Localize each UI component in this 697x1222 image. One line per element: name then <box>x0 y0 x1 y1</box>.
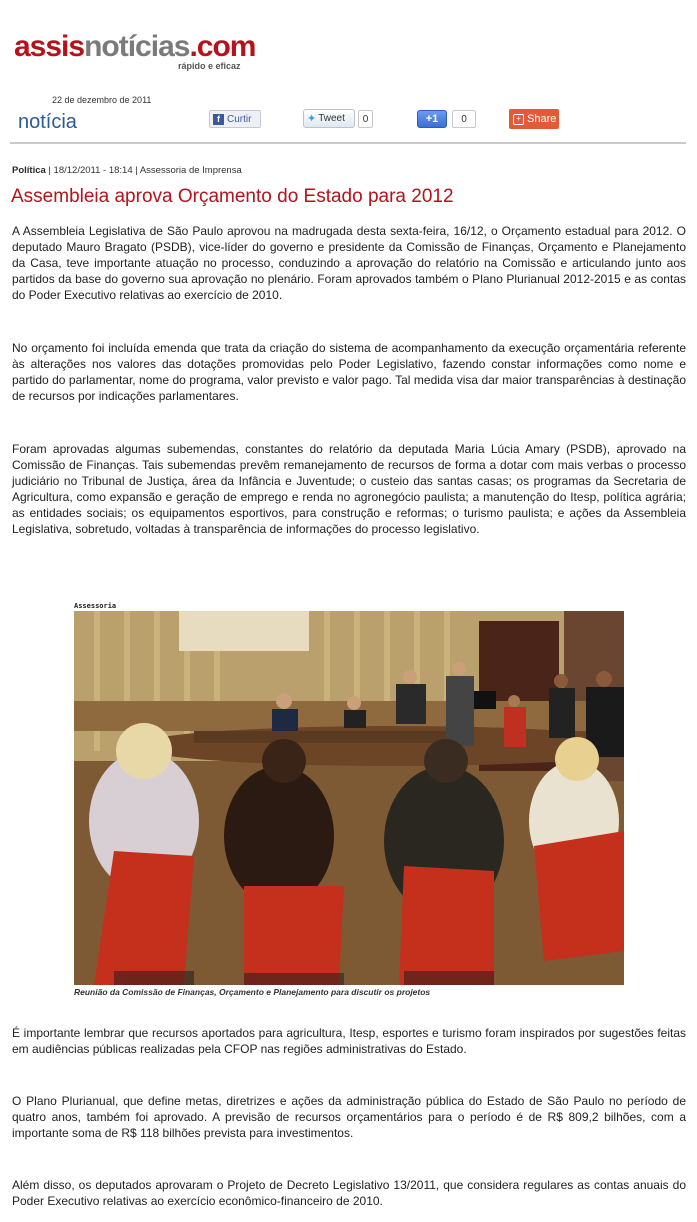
article-author: Assessoria de Imprensa <box>139 165 242 176</box>
article-paragraph: A Assembleia Legislativa de São Paulo aprovou na madrugada desta sexta-feira, 16/12, o Orçamento estadual para 2012. O deputado Mauro Bragato (PSDB), vice-líder do governo e presidente da Comissão de Finanças, Orçamento e Planejamento da Casa, teve importante atuação no processo, conduzindo a aprovação do relatório na Comissão e articulando junto aos partidos da base do governo sua aprovação no plenário. Foram aprovados também o Plano Plurianual 2012-2015 e as contas do Poder Executivo relativas ao exercício de 2010. <box>12 224 686 302</box>
facebook-like-button[interactable] <box>209 110 261 128</box>
facebook-icon: f <box>213 114 224 125</box>
article-paragraph: Além disso, os deputados aprovaram o Projeto de Decreto Legislativo 13/2011, que considera regulares as contas anuais do Poder Executivo relativas ao exercício econômico-financeiro de 2010. <box>12 1178 686 1208</box>
article-paragraph: Foram aprovadas algumas subemendas, constantes do relatório da deputada Maria Lúcia Amary (PSDB), aprovado na Comissão de Finanças. Tais subemendas prevêm remanejamento de recursos de forma a dotar com mais verbas o processo judiciário no Tribunal de Justiça, área da Infância e Juventude; o custeio das santas casas; os programas da Secretaria de Agricultura, como expansão e geração de emprego e renda no agronegócio paulista; a manutenção do Itesp, política agrária; as entidades sociais; os equipamentos esportivos, para construção e reformas; o turismo paulista; e ações da Assembleia Legislativa, sobretudo, voltadas à transparência de informações do processo legislativo. <box>12 442 686 536</box>
article-meta: Política | 18/12/2011 - 18:14 | Assessoria de Imprensa <box>12 165 242 176</box>
google-plus-one-button[interactable]: +1 <box>417 110 447 128</box>
article-paragraph: É importante lembrar que recursos aportados para agricultura, Itesp, esportes e turismo foram inspirados por sugestões feitas em audiências públicas realizadas pela CFOP nas regiões administrativas do Estado. <box>12 1026 686 1056</box>
share-label: Share <box>527 113 557 125</box>
site-tagline: rápido e eficaz <box>178 61 241 71</box>
article-datetime: 18/12/2011 - 18:14 <box>53 165 133 176</box>
tweet-button[interactable] <box>303 109 355 128</box>
article-title: Assembleia aprova Orçamento do Estado para 2012 <box>11 186 454 207</box>
twitter-bird-icon: ✦ <box>307 113 317 125</box>
article-category[interactable]: Política <box>12 165 46 176</box>
header-divider <box>10 142 686 144</box>
photo-credit: Assessoria <box>74 602 117 610</box>
tweet-label: Tweet <box>318 113 345 124</box>
article-paragraph: O Plano Plurianual, que define metas, diretrizes e ações da administração pública do Estado de São Paulo no período de quatro anos, também foi aprovado. A previsão de recursos orçamentários para o período é de R$ 809,2 bilhões, com a importante soma de R$ 118 bilhões prevista para investimentos. <box>12 1094 686 1140</box>
share-button[interactable] <box>509 109 559 129</box>
current-date: 22 de dezembro de 2011 <box>52 95 152 105</box>
site-logo[interactable]: assisnotícias.com <box>14 30 256 63</box>
article-paragraph: No orçamento foi incluída emenda que trata da criação do sistema de acompanhamento da execução orçamentária referente às alterações nos valores das dotações promovidas pelo Poder Legislativo, fazendo constar informações como nome e partido do parlamentar, nome do programa, valor previsto e valor pago. Tal medida visa dar maior transparências à destinação de recursos por indicações parlamentares. <box>12 341 686 403</box>
section-title: notícia <box>18 111 77 133</box>
facebook-like-label: Curtir <box>227 113 252 125</box>
tweet-count: 0 <box>358 110 373 128</box>
photo-caption: Reunião da Comissão de Finanças, Orçamento e Planejamento para discutir os projetos <box>74 987 431 997</box>
google-plus-count: 0 <box>452 110 476 128</box>
share-plus-icon: + <box>513 114 524 125</box>
article-photo <box>74 611 624 985</box>
